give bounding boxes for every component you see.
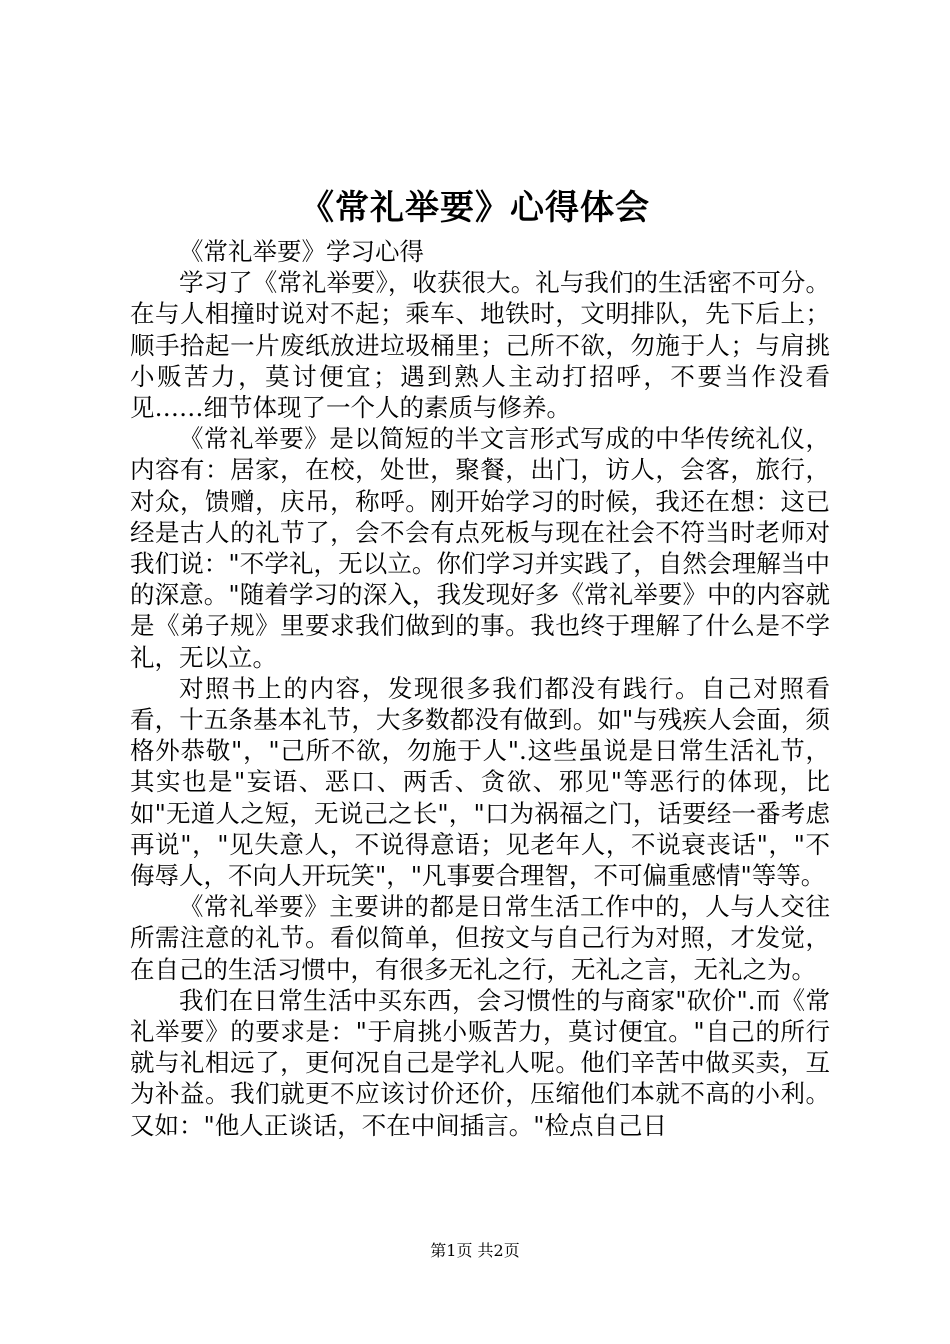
paragraph-subtitle: 《常礼举要》学习心得 xyxy=(179,237,424,266)
page-footer: 第1页 共2页 xyxy=(430,1241,520,1260)
paragraph: 学习了《常礼举要》，收获很大。礼与我们的生活密不可分。在与人相撞时说对不起；乘车、地铁时，文明排队，先下后上；顺手拾起一片废纸放进垃圾桶里；己所不欲，勿施于人；与肩挑小贩苦力，莫讨便宜；遇到熟人主动打招呼，不要当作没看见……细节体现了一个人的素质与修养。 xyxy=(130,268,830,423)
paragraph: 《常礼举要》是以简短的半文言形式写成的中华传统礼仪，内容有：居家，在校，处世，聚餐，出门，访人，会客，旅行，对众，馈赠，庆吊，称呼。刚开始学习的时候，我还在想：这已经是古人的礼节了，会不会有点死板与现在社会不符当时老师对我们说："不学礼，无以立。你们学习并实践了，自然会理解当中的深意。"随着学习的深入，我发现好多《常礼举要》中的内容就是《弟子规》里要求我们做到的事。我也终于理解了什么是不学礼，无以立。 xyxy=(130,424,830,672)
paragraph: 对照书上的内容，发现很多我们都没有践行。自己对照看看，十五条基本礼节，大多数都没有做到。如"与残疾人会面，须格外恭敬"，"己所不欲，勿施于人".这些虽说是日常生活礼节，其实也是"妄语、恶口、两舌、贪欲、邪见"等恶行的体现，比如"无道人之短，无说己之长"，"口为祸福之门，话要经一番考虑再说"，"见失意人，不说得意语；见老年人，不说衰丧话"，"不侮辱人，不向人开玩笑"，"凡事要合理智，不可偏重感情"等等。 xyxy=(130,673,830,891)
document-title: 《常礼举要》心得体会 xyxy=(300,188,650,228)
paragraph: 我们在日常生活中买东西，会习惯性的与商家"砍价".而《常礼举要》的要求是："于肩挑小贩苦力，莫讨便宜。"自己的所行就与礼相远了，更何况自己是学礼人呢。他们辛苦中做买卖，互为补益。我们就更不应该讨价还价，压缩他们本就不高的小利。又如："他人正谈话，不在中间插言。"检点自己日 xyxy=(130,985,830,1140)
document-body xyxy=(130,236,830,1141)
paragraph: 《常礼举要》主要讲的都是日常生活工作中的，人与人交往所需注意的礼节。看似简单，但按文与自己行为对照，才发觉，在自己的生活习惯中，有很多无礼之行，无礼之言，无礼之为。 xyxy=(130,892,830,984)
